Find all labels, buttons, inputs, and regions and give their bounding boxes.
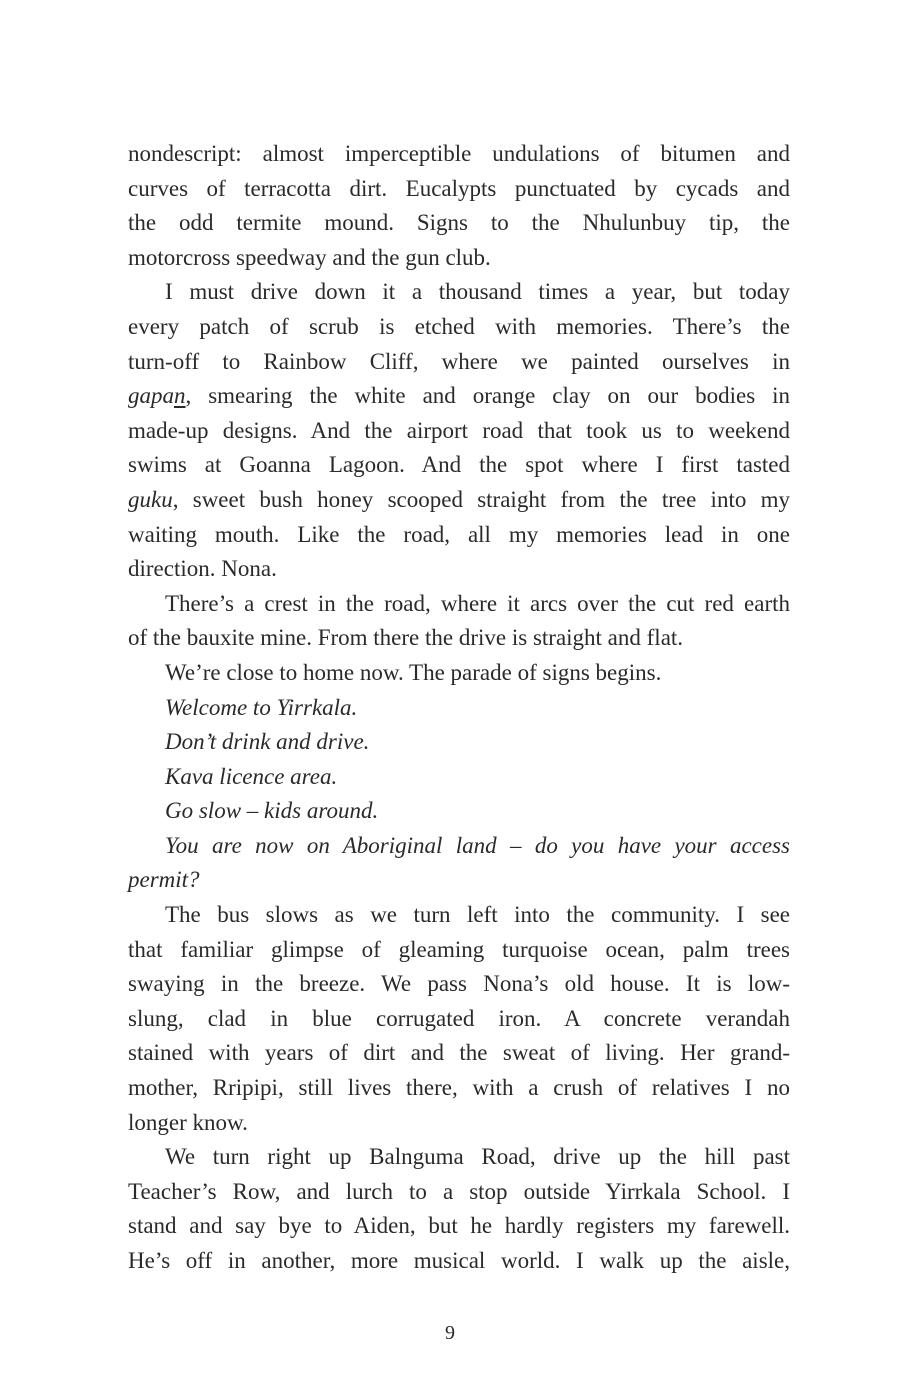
text-line: stand and say bye to Aiden, but he hardly registers my farewell. bbox=[128, 1213, 790, 1239]
text-line: every patch of scrub is etched with memories. There’s the bbox=[128, 313, 790, 339]
text-line: longer know. bbox=[128, 1109, 248, 1135]
text-line: We turn right up Balnguma Road, drive up the hill past bbox=[165, 1144, 790, 1170]
text-line: of the bauxite mine. From there the drive is straight and flat. bbox=[128, 625, 684, 651]
text-line: stained with years of dirt and the sweat of living. Her grand- bbox=[128, 1040, 790, 1066]
text-line: curves of terracotta dirt. Eucalypts punctuated by cycads and bbox=[128, 175, 790, 201]
text-line: There’s a crest in the road, where it arcs over the cut red earth bbox=[165, 590, 790, 616]
text-line: motorcross speedway and the gun club. bbox=[128, 244, 491, 270]
text-line: made-up designs. And the airport road that took us to weekend bbox=[128, 417, 790, 443]
text-line: Teacher’s Row, and lurch to a stop outside Yirrkala School. I bbox=[128, 1178, 790, 1204]
text-line: the odd termite mound. Signs to the Nhulunbuy tip, the bbox=[128, 210, 790, 236]
sign-line: You are now on Aboriginal land – do you have your access bbox=[165, 832, 790, 858]
sign-line: permit? bbox=[128, 867, 200, 893]
text-line: mother, Rripipi, still lives there, with a crush of relatives I no bbox=[128, 1075, 790, 1101]
sign-line: Welcome to Yirrkala. bbox=[165, 694, 358, 720]
sign-line: Go slow – kids around. bbox=[165, 798, 379, 824]
body-text bbox=[128, 137, 790, 1279]
text-line: The bus slows as we turn left into the community. I see bbox=[165, 902, 790, 928]
word-guku: guku bbox=[128, 486, 173, 512]
text-line: I must drive down it a thousand times a year, but today bbox=[165, 279, 790, 305]
text-line: direction. Nona. bbox=[128, 556, 277, 582]
page-number: 9 bbox=[445, 1322, 455, 1344]
text-line: swims at Goanna Lagoon. And the spot where I first tasted bbox=[128, 452, 790, 478]
text-line: nondescript: almost imperceptible undulations of bitumen and bbox=[128, 141, 790, 166]
text-line-guku: guku, sweet bush honey scooped straight from the tree into my bbox=[128, 486, 790, 512]
sign-line: Kava licence area. bbox=[165, 763, 338, 789]
text-line-gapan: gapan, smearing the white and orange clay on our bodies in bbox=[128, 383, 790, 409]
text-line: We’re close to home now. The parade of signs begins. bbox=[165, 659, 662, 685]
text-line: turn-off to Rainbow Cliff, where we painted ourselves in bbox=[128, 348, 790, 374]
text-line: swaying in the breeze. We pass Nona’s old house. It is low- bbox=[128, 971, 790, 997]
text-line: slung, clad in blue corrugated iron. A concrete verandah bbox=[128, 1005, 790, 1031]
text-line: He’s off in another, more musical world. I walk up the aisle, bbox=[128, 1248, 790, 1273]
sign-line: Don’t drink and drive. bbox=[165, 729, 370, 755]
text-line: waiting mouth. Like the road, all my memories lead in one bbox=[128, 521, 790, 547]
text-line: that familiar glimpse of gleaming turquoise ocean, palm trees bbox=[128, 936, 790, 962]
word-gapan: gapan bbox=[128, 383, 186, 409]
